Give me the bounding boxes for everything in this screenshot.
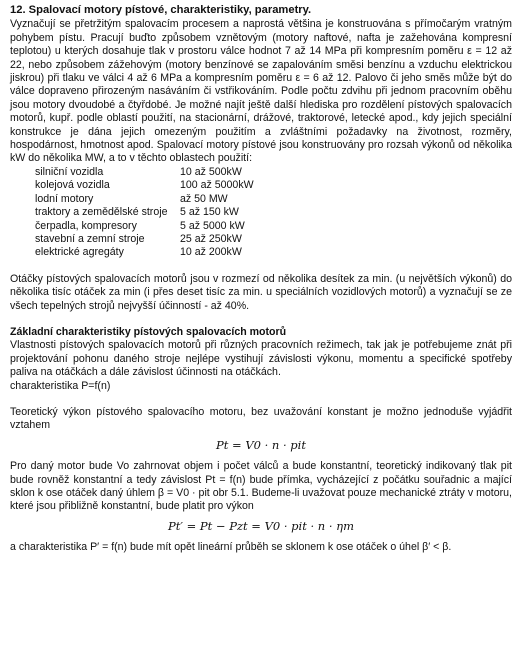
- usage-row: [35, 233, 254, 246]
- usage-name: silniční vozidla: [35, 165, 104, 178]
- final-paragraph: a charakteristika P′ = f(n) bude mít opět lineární průběh se sklonem k ose otáček o úhel β′ < β.: [10, 541, 452, 554]
- usage-range: 100 až 5000kW: [180, 179, 254, 192]
- usage-row: [35, 179, 254, 192]
- usage-range: 25 až 250kW: [180, 232, 242, 245]
- characteristics-paragraph: Vlastnosti pístových spalovacích motorů při různých pracovních režimech, tak jak je potřebujeme znát při projektování pohonu daného stroje nejlépe vystihují závislosti výkonu, momentu a specifické spotřeby paliva na otáčkách a dále závislost účinnosti na otáčkách.: [10, 339, 512, 379]
- usage-table: [35, 166, 254, 260]
- motor-paragraph: Pro daný motor bude Vo zahrnovat objem i počet válců a bude konstantní, teoretický indikovaný tlak pit bude rovněž konstantní a tedy závislost Pt = f(n) bude přímka, vycházející z počátku souřadnic a mající sklon k ose otáček daný úhlem β = V0 · pit obr 5.1. Budeme-li uvažovat pouze mechanické ztráty v motoru, které jsou přibližně konstantní, bude platit pro výkon: [10, 460, 512, 513]
- usage-row: [35, 220, 254, 233]
- usage-name: kolejová vozidla: [35, 179, 110, 192]
- formula-theoretical-power: Pt = V0 · n · pit: [216, 437, 306, 452]
- usage-row: [35, 193, 254, 206]
- usage-range: až 50 MW: [180, 192, 228, 205]
- usage-name: elektrické agregáty: [35, 246, 124, 259]
- usage-range: 5 až 150 kW: [180, 206, 239, 219]
- usage-range: 10 až 500kW: [180, 165, 242, 178]
- usage-name: čerpadla, kompresory: [35, 219, 137, 232]
- usage-row: [35, 166, 254, 179]
- usage-row: [35, 206, 254, 219]
- usage-row: [35, 246, 254, 259]
- usage-range: 10 až 200kW: [180, 246, 242, 259]
- rpm-paragraph: Otáčky pístových spalovacích motorů jsou v rozmezí od několika desítek za min. (u největších výkonů) do několika tisíc otáček za min (i přes deset tisíc za min. u speciálních vozidlových motorů) a vyznačují se ze všech tepelných strojů nejvyšší účinností - až 40%.: [10, 272, 512, 312]
- usage-name: traktory a zemědělské stroje: [35, 206, 168, 219]
- spacer: [10, 313, 512, 326]
- spacer: [10, 260, 512, 273]
- usage-range: 5 až 5000 kW: [180, 219, 245, 232]
- spacer: [10, 393, 512, 406]
- theory-paragraph: Teoretický výkon pístového spalovacího motoru, bez uvažování konstant je možno jednoduše vyjádřit vztahem: [10, 405, 512, 432]
- intro-paragraph: Vyznačují se přetržitým spalovacím procesem a naprostá většina je konstruována s přímočarým vratným pohybem pístu. Pracují buďto způsobem vznětovým (motory naftové, nafta je zažehována kompresní teplotou) u kterých dosahuje tlak v prostoru válce hodnot 7 až 14 MPa při kompresním poměru ε = 12 až 22, nebo způsobem zážehovým (motory benzínové se zapalováním směsi benzínu a vzduchu elektrickou jiskrou) při tlaku ve válci 4 až 6 MPa a kompresním poměru ε = 6 až 12. Palovo či jeho směs může být do válce dopraveno přirozeným nasáváním či vstřikováním. Podle počtu zdvihu při jednom pracovním oběhu jsou motory dvoudobé a čtyřdobé. Je možné najít ještě další hlediska pro rozdělení pístových spalovacích motorů, kupř. podle oblastí použití, na stacionární, drážové, traktorové, letecké apod., kdy jejich speciální konstrukce je dána jejich omezeným použitím a zvláštními požadavky na životnost, rozměry, hospodárnost, hmotnost apod. Spalovací motory pístové jsou konstruovány pro rozsah výkonů od několika kW do několika MW, a to v těchto oblastech použití:: [10, 18, 512, 165]
- characteristics-label: charakteristika P=f(n): [10, 379, 111, 392]
- usage-name: lodní motory: [35, 192, 94, 205]
- characteristics-heading: Základní charakteristiky pístových spalovacích motorů: [10, 325, 287, 338]
- formula-effective-power: Pt′ = Pt − Pzt = V0 · pit · n · ηm: [168, 518, 354, 533]
- usage-name: stavební a zemní stroje: [35, 232, 145, 245]
- document-title: 12. Spalovací motory pístové, charakteristiky, parametry.: [10, 4, 312, 16]
